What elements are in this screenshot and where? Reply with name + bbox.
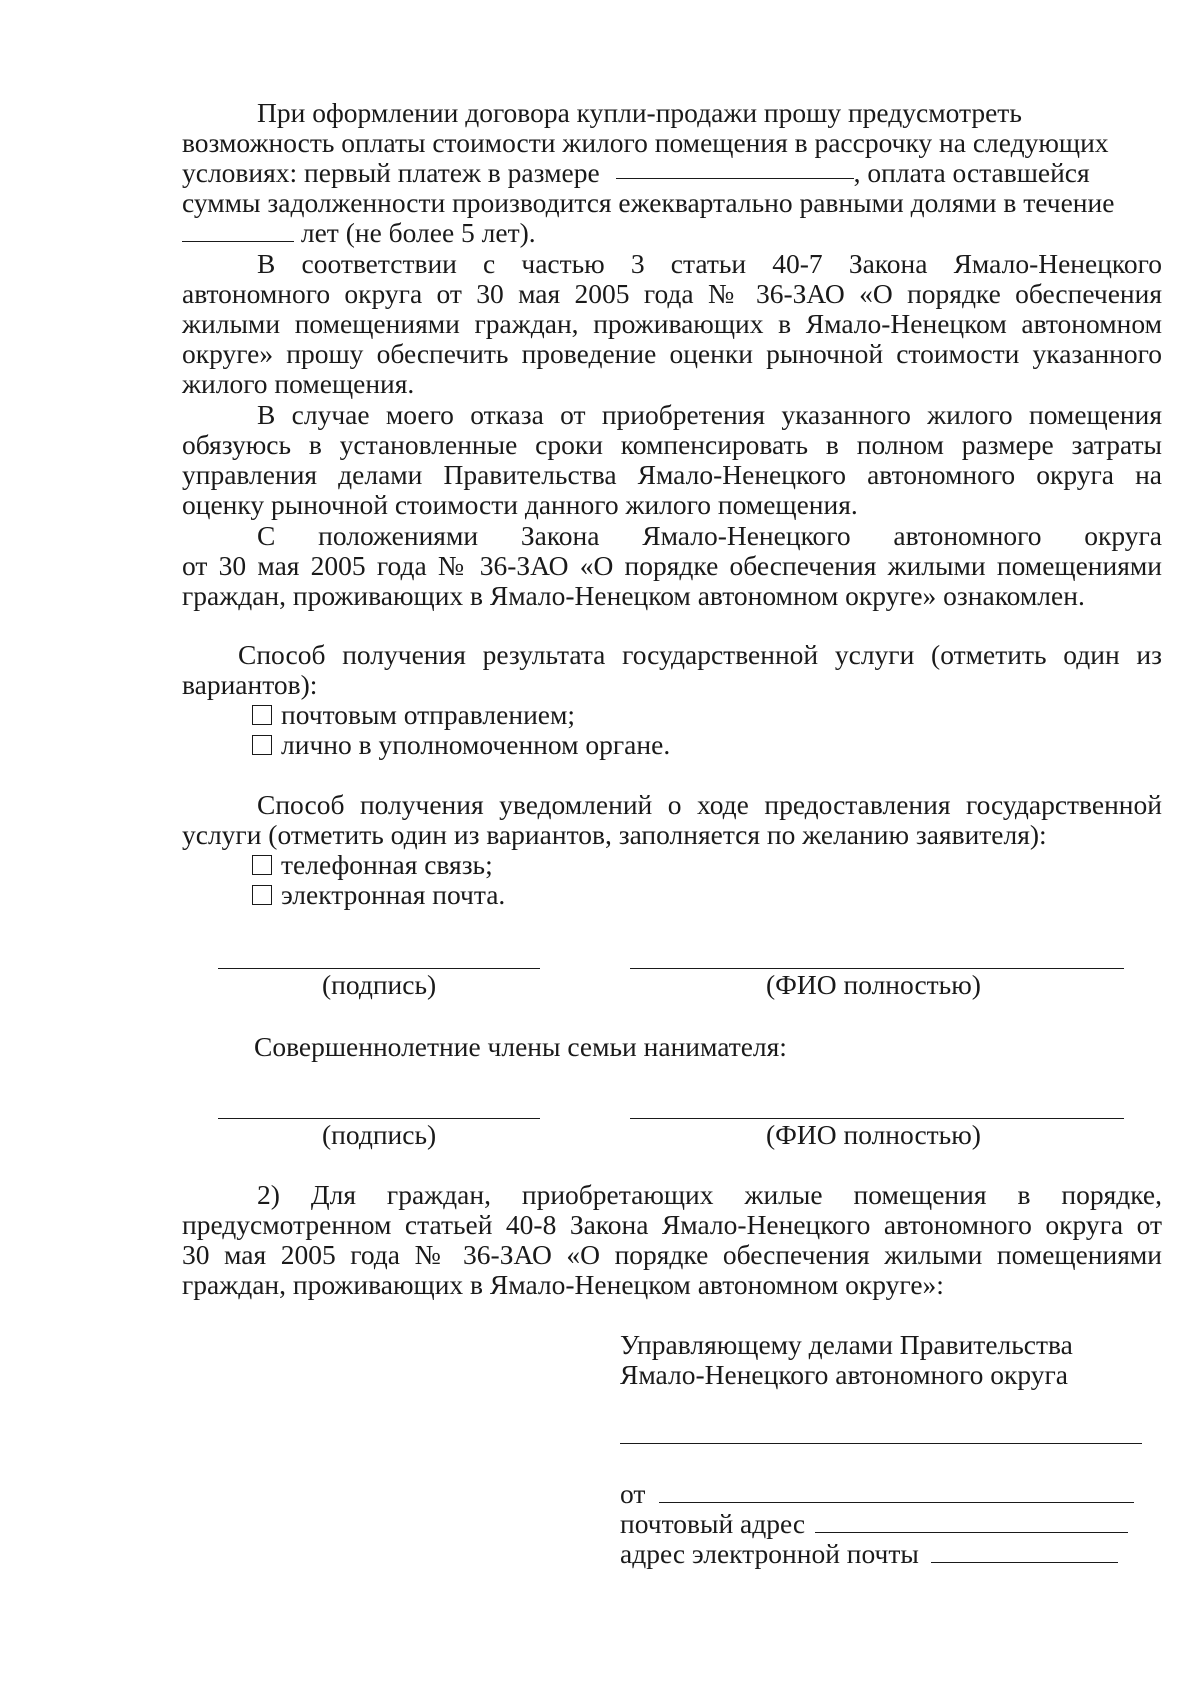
from-field[interactable] <box>659 1482 1134 1503</box>
refusal-paragraph <box>182 400 1162 520</box>
full-name-caption: (ФИО полностью) <box>766 1119 981 1150</box>
notification-method-heading <box>182 790 1162 850</box>
installment-years-field[interactable] <box>182 221 294 242</box>
signature-caption: (подпись) <box>322 969 437 1000</box>
checkbox[interactable] <box>252 855 272 875</box>
text-line: обязуюсь в установленные сроки компенсировать в полном размере затраты <box>182 429 1162 460</box>
from-row <box>620 1479 1134 1509</box>
text-line: 30 мая 2005 года № 36-ЗАО «О порядке обеспечения жилыми помещениями <box>182 1239 1162 1270</box>
email-address-label: адрес электронной почты <box>620 1538 919 1569</box>
text-line: возможность оплаты стоимости жилого помещения в рассрочку на следующих <box>182 127 1109 158</box>
result-option-in-person[interactable] <box>252 730 670 760</box>
family-members-heading: Совершеннолетние члены семьи нанимателя: <box>254 1031 787 1062</box>
from-label: от <box>620 1478 646 1509</box>
postal-address-row <box>620 1509 1128 1539</box>
text-line: В соответствии с частью 3 статьи 40-7 Закона Ямало-Ненецкого <box>257 248 1162 279</box>
option-label: почтовым отправлением; <box>281 699 576 730</box>
text-fragment: , оплата оставшейся <box>853 157 1090 188</box>
text-line: С положениями Закона Ямало-Ненецкого автономного округа <box>257 520 1162 551</box>
option-label: лично в уполномоченном органе. <box>281 729 671 760</box>
text-line: Способ получения результата государственной услуги (отметить один из <box>238 639 1162 670</box>
text-line: Способ получения уведомлений о ходе предоставления государственной <box>257 789 1162 820</box>
text-line: автономного округа от 30 мая 2005 года № 36-ЗАО «О порядке обеспечения <box>182 278 1162 309</box>
option-label: электронная почта. <box>281 879 506 910</box>
text-line: 2) Для граждан, приобретающих жилые помещения в порядке, <box>257 1179 1162 1210</box>
email-address-field[interactable] <box>931 1542 1118 1563</box>
checkbox[interactable] <box>252 705 272 725</box>
valuation-paragraph <box>182 249 1162 399</box>
addressee-line: Ямало-Ненецкого автономного округа <box>620 1359 1068 1390</box>
text-line: граждан, проживающих в Ямало-Ненецком автономном округе»: <box>182 1269 944 1300</box>
result-method-heading <box>182 640 1162 700</box>
email-address-row <box>620 1539 1118 1569</box>
text-line: жилыми помещениями граждан, проживающих в Ямало-Ненецком автономном <box>182 308 1162 339</box>
text-fragment: условиях: первый платеж в размере <box>182 157 600 188</box>
text-line: предусмотренном статьей 40-8 Закона Ямало-Ненецкого автономного округа от <box>182 1209 1162 1240</box>
result-option-postal[interactable] <box>252 700 575 730</box>
text-line <box>182 218 1162 248</box>
acknowledgement-paragraph <box>182 521 1162 611</box>
notification-option-email[interactable] <box>252 880 505 910</box>
text-line: жилого помещения. <box>182 368 415 399</box>
text-line: управления делами Правительства Ямало-Ненецкого автономного округа на <box>182 459 1162 490</box>
text-line: услуги (отметить один из вариантов, заполняется по желанию заявителя): <box>182 819 1047 850</box>
section-2-paragraph <box>182 1180 1162 1300</box>
text-line: вариантов): <box>182 669 318 700</box>
addressee-blank-field[interactable] <box>620 1443 1142 1444</box>
text-line: от 30 мая 2005 года № 36-ЗАО «О порядке обеспечения жилыми помещениями <box>182 550 1162 581</box>
text-line: суммы задолженности производится ежеквартально равными долями в течение <box>182 187 1115 218</box>
text-line: При оформлении договора купли-продажи прошу предусмотреть <box>257 97 1022 128</box>
text-line: граждан, проживающих в Ямало-Ненецком автономном округе» ознакомлен. <box>182 580 1085 611</box>
postal-address-field[interactable] <box>815 1512 1128 1533</box>
text-line: оценку рыночной стоимости данного жилого помещения. <box>182 489 858 520</box>
signature-caption: (подпись) <box>322 1119 437 1150</box>
full-name-caption: (ФИО полностью) <box>766 969 981 1000</box>
first-payment-field[interactable] <box>616 158 854 179</box>
text-line <box>182 158 1162 188</box>
addressee-line: Управляющему делами Правительства <box>620 1329 1073 1360</box>
text-fragment: лет (не более 5 лет). <box>294 217 536 248</box>
postal-address-label: почтовый адрес <box>620 1508 806 1539</box>
option-label: телефонная связь; <box>281 849 493 880</box>
text-line: В случае моего отказа от приобретения указанного жилого помещения <box>257 399 1162 430</box>
text-line: округе» прошу обеспечить проведение оценки рыночной стоимости указанного <box>182 338 1162 369</box>
installment-paragraph <box>182 98 1162 248</box>
notification-option-phone[interactable] <box>252 850 493 880</box>
checkbox[interactable] <box>252 735 272 755</box>
checkbox[interactable] <box>252 885 272 905</box>
